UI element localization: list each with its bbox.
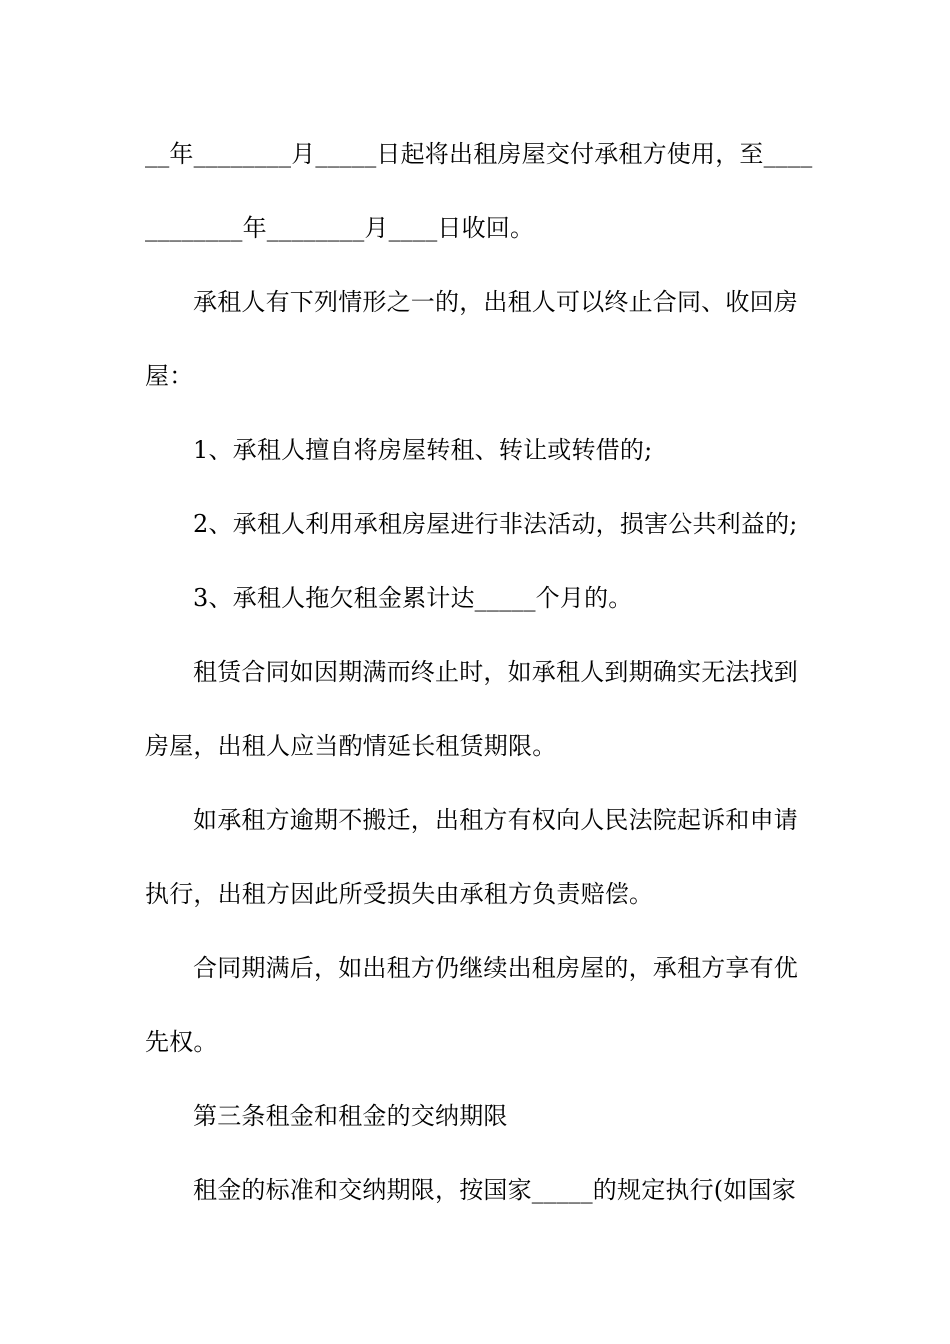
text-line: 屋： [145,362,194,390]
list-item: 3、承租人拖欠租金累计达_____个月的。 [193,584,633,612]
text-line: 租赁合同如因期满而终止时，如承租人到期确实无法找到 [193,658,798,686]
text-line: 如承租方逾期不搬迁，出租方有权向人民法院起诉和申请 [193,806,798,834]
text-line: 承租人有下列情形之一的，出租人可以终止合同、收回房 [193,288,798,316]
text-line: 房屋，出租人应当酌情延长租赁期限。 [145,732,557,760]
text-line: 合同期满后，如出租方仍继续出租房屋的，承租方享有优 [193,954,798,982]
section-heading: 第三条租金和租金的交纳期限 [193,1102,508,1130]
text-line: 租金的标准和交纳期限，按国家_____的规定执行(如国家 [193,1176,796,1204]
list-item: 1、承租人擅自将房屋转租、转让或转借的; [193,436,653,464]
document-body [145,130,813,1240]
list-item: 2、承租人利用承租房屋进行非法活动，损害公共利益的; [193,510,798,538]
text-line: 先权。 [145,1028,218,1056]
text-line: 执行，出租方因此所受损失由承租方负责赔偿。 [145,880,654,908]
text-line: __年________月_____日起将出租房屋交付承租方使用，至____ [145,140,813,168]
text-line: ________年________月____日收回。 [145,214,535,242]
